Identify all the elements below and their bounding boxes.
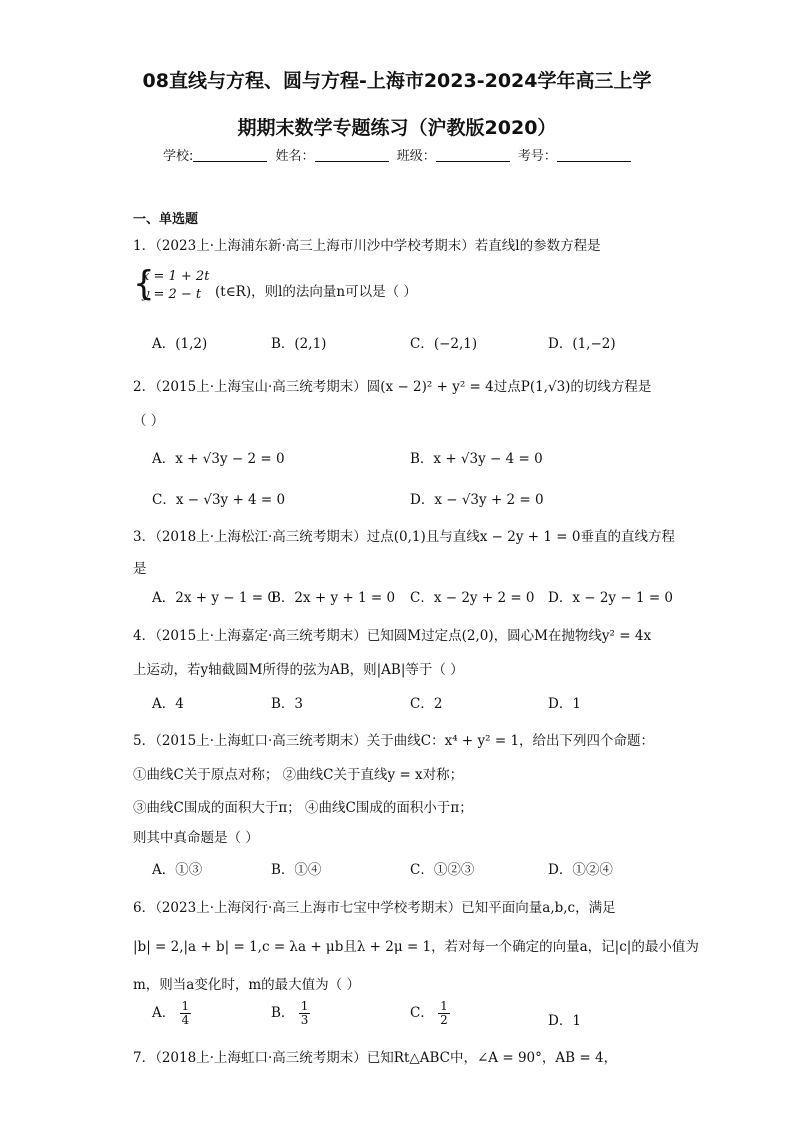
option-letter: B． [271,1005,295,1021]
option-c[interactable] [410,1000,450,1027]
question-5-stem: 5．（2015上·上海虹口·高三统考期末）关于曲线C：x⁴ + y² = 1，给出下列四个命题： [133,733,655,749]
question-1-condition: (t∈R)，则l的法向量n可以是（ ） [215,284,417,300]
left-brace: { [133,264,155,304]
option-a[interactable]: A．(1,2) [152,336,208,352]
option-a[interactable]: A．x + √3y − 2 = 0 [152,451,285,467]
fraction-denominator: 2 [440,1013,448,1027]
fraction [299,1000,311,1027]
option-b[interactable] [271,1000,310,1027]
question-4-stem: 4．（2015上·上海嘉定·高三统考期末）已知圆M过定点(2,0)，圆心M在抛物线y² = 4x [133,628,652,644]
school-blank[interactable] [193,149,267,162]
option-b[interactable]: B．①④ [271,862,322,878]
name-label: 姓名： [275,149,315,164]
class-blank[interactable] [436,149,510,162]
school-label: 学校: [163,149,194,164]
option-d[interactable]: D．1 [548,696,581,712]
question-7-stem: 7．（2018上·上海虹口·高三统考期末）已知Rt△ABC中，∠A = 90°，AB = 4， [133,1050,618,1066]
equation-row: x = 1 + 2t [142,269,210,284]
fraction-numerator: 1 [440,999,448,1013]
option-a[interactable]: A．2x + y − 1 = 0 [152,590,276,606]
option-b[interactable]: B．2x + y + 1 = 0 [271,590,396,606]
option-d[interactable]: D．x − 2y − 1 = 0 [548,590,674,606]
equation-row: y = 2 − t [142,287,202,302]
option-b[interactable]: B．(2,1) [271,336,327,352]
option-letter: C． [410,1005,434,1021]
proposition-row-2: ③曲线C围成的面积大于π； ④曲线C围成的面积小于π； [133,800,473,816]
option-c[interactable]: C．x − √3y + 4 = 0 [152,492,286,508]
option-c[interactable]: C．(−2,1) [410,336,478,352]
option-c[interactable]: C．①②③ [410,862,475,878]
question-2-stem: 2．（2015上·上海宝山·高三统考期末）圆(x − 2)² + y² = 4过点P(1,√3)的切线方程是 [133,379,652,395]
option-b[interactable]: B．x + √3y − 4 = 0 [410,451,543,467]
option-letter: A． [152,1005,176,1021]
question-6-stem: 6．（2023上·上海闵行·高三上海市七宝中学校考期末）已知平面向量a,b,c，满足 [133,900,616,916]
number-label: 考号： [517,149,557,164]
document-title-line-1: 08直线与方程、圆与方程-上海市2023-2024学年高三上学 [142,70,652,92]
option-a[interactable] [152,1000,191,1027]
option-a[interactable]: A．4 [152,696,184,712]
question-4-stem-cont: 上运动，若y轴截圆M所得的弦为AB，则|AB|等于（ ） [133,662,464,678]
student-info-row [163,145,635,164]
question-2-paren: （ ） [133,413,165,429]
document-title-line-2: 期期末数学专题练习（沪教版2020） [237,117,557,139]
option-d[interactable]: D．1 [548,1013,581,1029]
question-6-stem-cont: |b| = 2,|a + b| = 1,c = λa + μb且λ + 2μ = 1，若对每一个确定的向量a，记|c|的最小值为 [133,939,699,955]
question-6-stem-end: m，则当a变化时，m的最大值为（ ） [133,977,360,993]
fraction [438,1000,450,1027]
option-a[interactable]: A．①③ [152,862,203,878]
option-d[interactable]: D．x − √3y + 2 = 0 [410,492,544,508]
proposition-row-1: ①曲线C关于原点对称； ②曲线C关于直线y = x对称； [133,767,464,783]
option-d[interactable]: D．①②④ [548,862,613,878]
fraction-denominator: 3 [300,1013,309,1027]
option-b[interactable]: B．3 [271,696,304,712]
fraction-denominator: 4 [181,1013,190,1027]
fraction [180,1000,192,1027]
section-title: 一、单选题 [133,212,199,227]
question-3-stem-cont: 是 [133,561,147,577]
option-d[interactable]: D．(1,−2) [548,336,616,352]
fraction-numerator: 1 [181,999,190,1013]
number-blank[interactable] [557,149,631,162]
question-1-stem: 1．（2023上·上海浦东新·高三上海市川沙中学校考期末）若直线l的参数方程是 [133,238,601,254]
option-c[interactable]: C．x − 2y + 2 = 0 [410,590,535,606]
question-5-prompt: 则其中真命题是（ ） [133,830,259,846]
fraction-numerator: 1 [300,999,309,1013]
question-3-stem: 3．（2018上·上海松江·高三统考期末）过点(0,1)且与直线x − 2y + 1 = 0垂直的直线方程 [133,529,675,545]
option-c[interactable]: C．2 [410,696,443,712]
name-blank[interactable] [315,149,389,162]
class-label: 班级： [396,149,436,164]
